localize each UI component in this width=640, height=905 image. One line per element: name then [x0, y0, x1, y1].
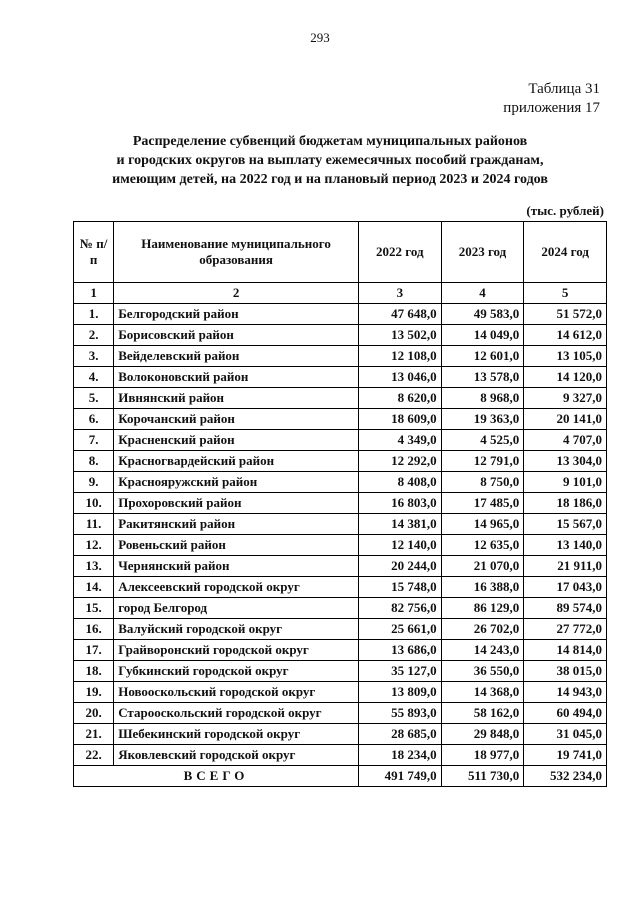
document-title	[60, 132, 600, 189]
row-number: 11.	[74, 514, 114, 535]
row-number: 5.	[74, 388, 114, 409]
header-number: № п/п	[74, 222, 114, 283]
caption-appendix: приложения 17	[503, 100, 600, 116]
municipality-name: Грайворонский городской округ	[114, 640, 359, 661]
value-2022: 55 893,0	[358, 703, 441, 724]
table-row	[74, 367, 607, 388]
value-2024: 9 327,0	[524, 388, 607, 409]
row-number: 1.	[74, 304, 114, 325]
row-number: 13.	[74, 556, 114, 577]
value-2023: 18 977,0	[441, 745, 524, 766]
row-number: 3.	[74, 346, 114, 367]
header-2022: 2022 год	[358, 222, 441, 283]
row-number: 4.	[74, 367, 114, 388]
value-2023: 14 049,0	[441, 325, 524, 346]
row-number: 19.	[74, 682, 114, 703]
value-2023: 8 750,0	[441, 472, 524, 493]
value-2023: 17 485,0	[441, 493, 524, 514]
table-caption	[503, 80, 600, 118]
value-2022: 20 244,0	[358, 556, 441, 577]
value-2024: 14 612,0	[524, 325, 607, 346]
value-2023: 19 363,0	[441, 409, 524, 430]
table-row	[74, 619, 607, 640]
municipality-name: Яковлевский городской округ	[114, 745, 359, 766]
value-2022: 28 685,0	[358, 724, 441, 745]
table-row	[74, 325, 607, 346]
municipality-name: Красненский район	[114, 430, 359, 451]
value-2023: 13 578,0	[441, 367, 524, 388]
municipality-name: Алексеевский городской округ	[114, 577, 359, 598]
municipality-name: Белгородский район	[114, 304, 359, 325]
value-2024: 14 120,0	[524, 367, 607, 388]
municipality-name: Ровеньский район	[114, 535, 359, 556]
municipality-name: Валуйский городской округ	[114, 619, 359, 640]
value-2022: 35 127,0	[358, 661, 441, 682]
value-2023: 4 525,0	[441, 430, 524, 451]
value-2023: 29 848,0	[441, 724, 524, 745]
municipality-name: Ивнянский район	[114, 388, 359, 409]
value-2024: 27 772,0	[524, 619, 607, 640]
row-number: 18.	[74, 661, 114, 682]
column-number: 5	[524, 283, 607, 304]
title-line: и городских округов на выплату ежемесячных пособий гражданам,	[116, 153, 544, 168]
total-label: ВСЕГО	[74, 766, 359, 787]
municipality-name: Губкинский городской округ	[114, 661, 359, 682]
row-number: 22.	[74, 745, 114, 766]
caption-table-number: Таблица 31	[528, 81, 600, 97]
value-2023: 58 162,0	[441, 703, 524, 724]
table-row	[74, 682, 607, 703]
row-number: 2.	[74, 325, 114, 346]
value-2024: 18 186,0	[524, 493, 607, 514]
value-2023: 36 550,0	[441, 661, 524, 682]
value-2024: 14 814,0	[524, 640, 607, 661]
table-row	[74, 346, 607, 367]
total-row	[74, 766, 607, 787]
page-number: 293	[310, 30, 330, 45]
municipality-name: Шебекинский городской округ	[114, 724, 359, 745]
table-row	[74, 661, 607, 682]
row-number: 20.	[74, 703, 114, 724]
municipality-name: Борисовский район	[114, 325, 359, 346]
value-2023: 14 243,0	[441, 640, 524, 661]
value-2024: 9 101,0	[524, 472, 607, 493]
value-2022: 13 686,0	[358, 640, 441, 661]
municipality-name: Прохоровский район	[114, 493, 359, 514]
row-number: 8.	[74, 451, 114, 472]
column-number: 1	[74, 283, 114, 304]
municipality-name: Чернянский район	[114, 556, 359, 577]
row-number: 17.	[74, 640, 114, 661]
header-municipality: Наименование муниципального образования	[114, 222, 359, 283]
value-2022: 8 620,0	[358, 388, 441, 409]
value-2024: 13 105,0	[524, 346, 607, 367]
total-2022: 491 749,0	[358, 766, 441, 787]
row-number: 21.	[74, 724, 114, 745]
value-2023: 14 368,0	[441, 682, 524, 703]
total-2024: 532 234,0	[524, 766, 607, 787]
value-2024: 19 741,0	[524, 745, 607, 766]
value-2024: 13 304,0	[524, 451, 607, 472]
units-note: (тыс. рублей)	[526, 203, 604, 218]
header-row	[74, 222, 607, 283]
row-number: 7.	[74, 430, 114, 451]
municipality-name: Красногвардейский район	[114, 451, 359, 472]
municipality-name: Корочанский район	[114, 409, 359, 430]
column-number: 3	[358, 283, 441, 304]
value-2024: 60 494,0	[524, 703, 607, 724]
row-number: 16.	[74, 619, 114, 640]
header-2024: 2024 год	[524, 222, 607, 283]
table-row	[74, 703, 607, 724]
table-row	[74, 556, 607, 577]
table-row	[74, 640, 607, 661]
column-number: 2	[114, 283, 359, 304]
value-2024: 20 141,0	[524, 409, 607, 430]
value-2022: 12 292,0	[358, 451, 441, 472]
value-2024: 14 943,0	[524, 682, 607, 703]
table-row	[74, 451, 607, 472]
total-2023: 511 730,0	[441, 766, 524, 787]
table-row	[74, 388, 607, 409]
value-2022: 16 803,0	[358, 493, 441, 514]
municipality-name: город Белгород	[114, 598, 359, 619]
value-2023: 21 070,0	[441, 556, 524, 577]
title-line: Распределение субвенций бюджетам муниципальных районов	[132, 134, 528, 149]
value-2024: 38 015,0	[524, 661, 607, 682]
value-2023: 12 791,0	[441, 451, 524, 472]
value-2024: 89 574,0	[524, 598, 607, 619]
value-2024: 13 140,0	[524, 535, 607, 556]
value-2023: 12 635,0	[441, 535, 524, 556]
value-2022: 82 756,0	[358, 598, 441, 619]
table-row	[74, 724, 607, 745]
row-number: 14.	[74, 577, 114, 598]
municipality-name: Вейделевский район	[114, 346, 359, 367]
value-2023: 49 583,0	[441, 304, 524, 325]
table-row	[74, 535, 607, 556]
value-2022: 13 502,0	[358, 325, 441, 346]
column-number-row	[74, 283, 607, 304]
value-2024: 17 043,0	[524, 577, 607, 598]
table-row	[74, 577, 607, 598]
value-2022: 18 609,0	[358, 409, 441, 430]
subsidy-table	[73, 221, 607, 787]
value-2022: 8 408,0	[358, 472, 441, 493]
value-2023: 12 601,0	[441, 346, 524, 367]
value-2024: 21 911,0	[524, 556, 607, 577]
value-2024: 31 045,0	[524, 724, 607, 745]
value-2023: 8 968,0	[441, 388, 524, 409]
column-number: 4	[441, 283, 524, 304]
value-2022: 47 648,0	[358, 304, 441, 325]
value-2023: 16 388,0	[441, 577, 524, 598]
value-2022: 18 234,0	[358, 745, 441, 766]
value-2022: 13 809,0	[358, 682, 441, 703]
value-2024: 4 707,0	[524, 430, 607, 451]
value-2022: 12 140,0	[358, 535, 441, 556]
table-row	[74, 430, 607, 451]
row-number: 9.	[74, 472, 114, 493]
table-row	[74, 745, 607, 766]
value-2022: 25 661,0	[358, 619, 441, 640]
title-line: имеющим детей, на 2022 год и на плановый период 2023 и 2024 годов	[112, 172, 548, 187]
row-number: 10.	[74, 493, 114, 514]
table-row	[74, 304, 607, 325]
header-2023: 2023 год	[441, 222, 524, 283]
municipality-name: Ракитянский район	[114, 514, 359, 535]
table-row	[74, 598, 607, 619]
municipality-name: Старооскольский городской округ	[114, 703, 359, 724]
value-2022: 13 046,0	[358, 367, 441, 388]
municipality-name: Краснояружский район	[114, 472, 359, 493]
value-2022: 14 381,0	[358, 514, 441, 535]
table-row	[74, 493, 607, 514]
value-2024: 51 572,0	[524, 304, 607, 325]
table-row	[74, 472, 607, 493]
value-2022: 15 748,0	[358, 577, 441, 598]
value-2022: 4 349,0	[358, 430, 441, 451]
value-2023: 86 129,0	[441, 598, 524, 619]
municipality-name: Волоконовский район	[114, 367, 359, 388]
table-row	[74, 514, 607, 535]
municipality-name: Новооскольский городской округ	[114, 682, 359, 703]
value-2023: 14 965,0	[441, 514, 524, 535]
row-number: 6.	[74, 409, 114, 430]
value-2022: 12 108,0	[358, 346, 441, 367]
value-2024: 15 567,0	[524, 514, 607, 535]
row-number: 15.	[74, 598, 114, 619]
value-2023: 26 702,0	[441, 619, 524, 640]
row-number: 12.	[74, 535, 114, 556]
table-row	[74, 409, 607, 430]
